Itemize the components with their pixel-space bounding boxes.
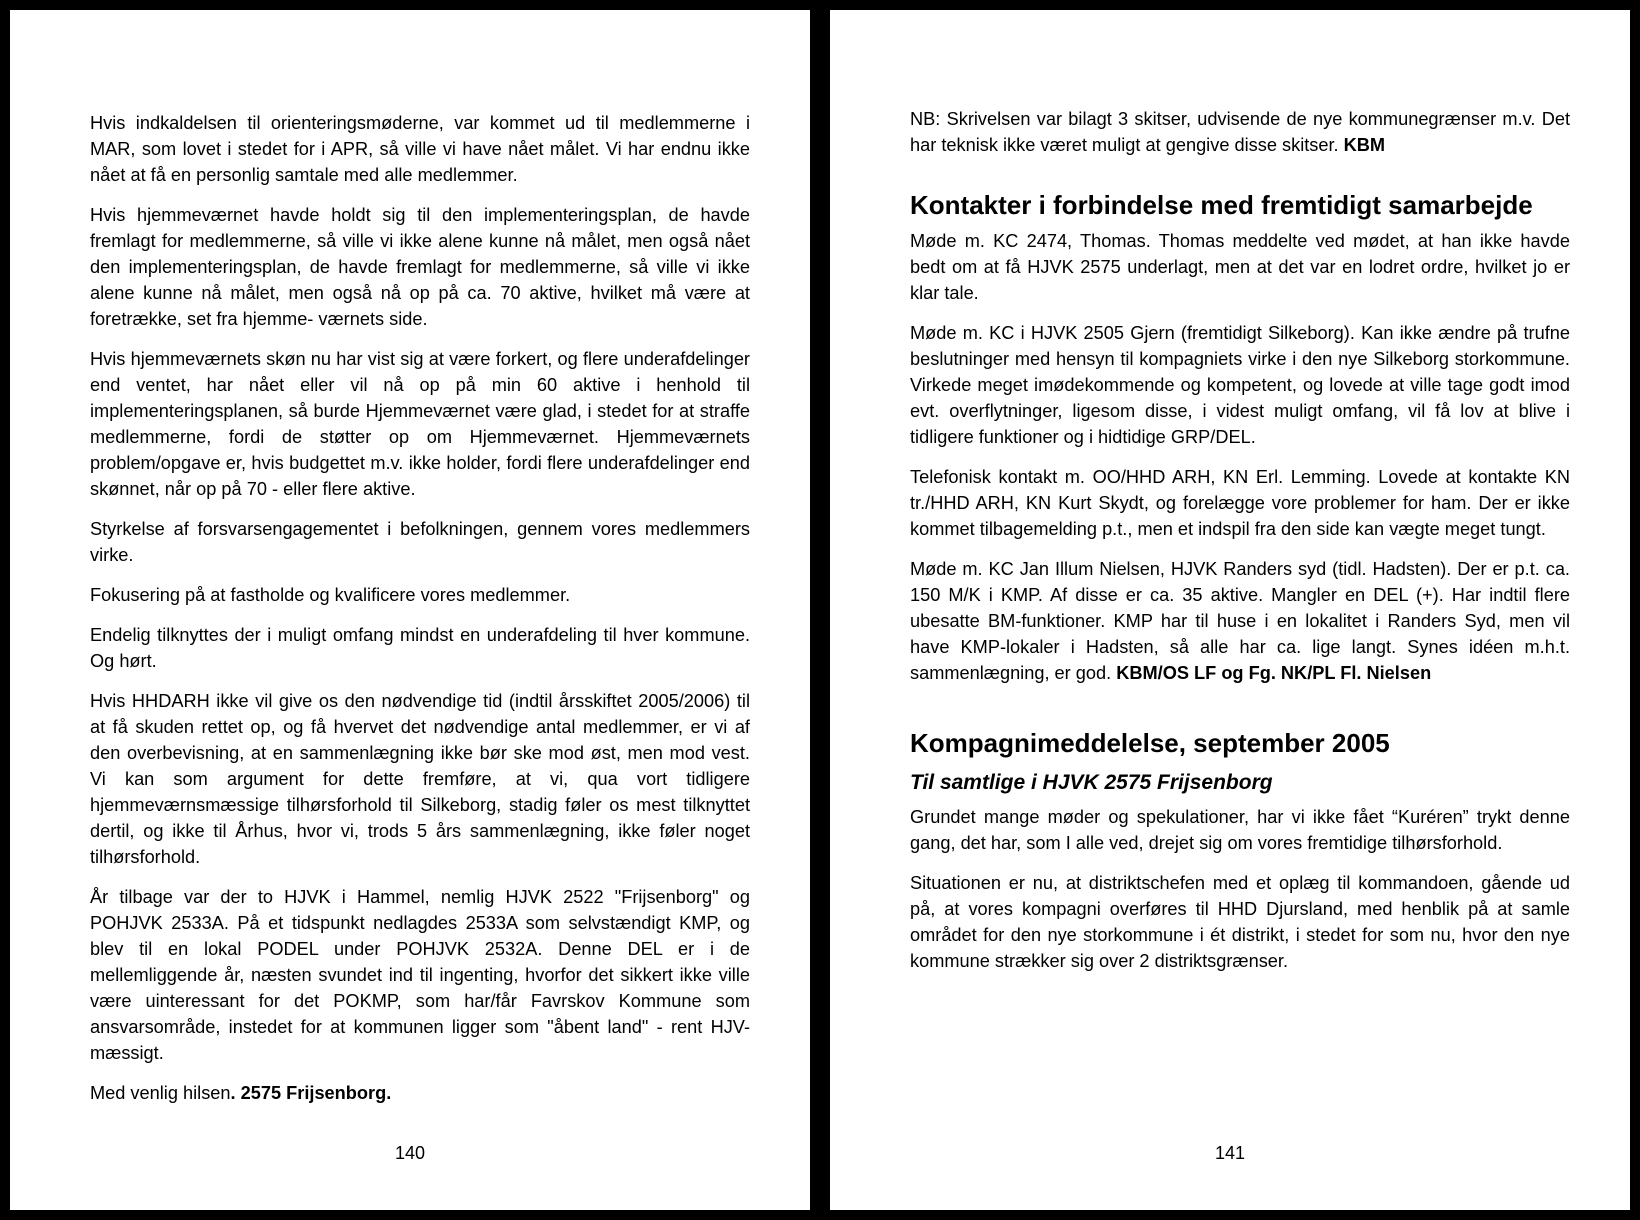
paragraph: Endelig tilknyttes der i muligt omfang mindst en underafdeling til hver kommune. Og hørt. xyxy=(90,625,750,671)
paragraph: Styrkelse af forsvarsengagementet i befolkningen, gennem vores medlemmers virke. xyxy=(90,519,750,565)
paragraph: Møde m. KC i HJVK 2505 Gjern (fremtidigt Silkeborg). Kan ikke ændre på trufne beslutninger med hensyn til kompagniets virke i den nye Silkeborg storkommune. Virkede meget imødekommende og kompetent, og lovede at ville tage godt imod evt. overflytninger, ligesom disse, i videst muligt omfang, vil få lov at blive i tidligere funktioner og i hidtidige GRP/DEL. xyxy=(910,323,1570,447)
paragraph: Fokusering på at fastholde og kvalificere vores medlemmer. xyxy=(90,585,571,605)
closing-text: Med venlig hilsen xyxy=(90,1083,231,1103)
closing-signature: . 2575 Frijsenborg. xyxy=(230,1083,392,1103)
paragraph: Grundet mange møder og spekulationer, har vi ikke fået “Kuréren” trykt denne gang, det har, som I alle ved, drejet sig om vores fremtidige tilhørsforhold. xyxy=(910,807,1570,853)
nb-signature: KBM xyxy=(1343,135,1386,155)
page-number: 140 xyxy=(394,1143,426,1163)
section-heading-notice: Kompagnimeddelelse, september 2005 xyxy=(910,728,1390,758)
nb-note xyxy=(910,106,1570,158)
page-141-content xyxy=(910,106,1570,988)
paragraph: Møde m. KC 2474, Thomas. Thomas meddelte ved mødet, at han ikke havde bedt om at få HJVK 2575 underlagt, men at det var en lodret ordre, hvilket jo er klar tale. xyxy=(910,231,1570,303)
paragraph: Hvis indkaldelsen til orienteringsmøderne, var kommet ud til medlemmerne i MAR, som lovet i stedet for i APR, så ville vi have nået målet. Vi har endnu ikke nået at få en personlig samtale med alle medlemmer. xyxy=(90,113,750,185)
page-140-content xyxy=(90,110,750,1120)
contact-signature: KBM/OS LF og Fg. NK/PL Fl. Nielsen xyxy=(1116,663,1432,683)
paragraph: Telefonisk kontakt m. OO/HHD ARH, KN Erl. Lemming. Lovede at kontakte KN tr./HHD ARH, KN Kurt Skydt, og forelægge vore problemer for ham. Der er ikke kommet tilbagemelding p.t., men et indspil fra den side kan vægte meget tungt. xyxy=(910,467,1570,539)
paragraph: År tilbage var der to HJVK i Hammel, nemlig HJVK 2522 "Frijsenborg" og POHJVK 2533A. På et tidspunkt nedlagdes 2533A som selvstændigt KMP, og blev til en lokal PODEL under POHJVK 2532A. Denne DEL er i de mellemliggende år, næsten svundet ind til ingenting, hvorfor det sikkert ikke ville være uinteressant for det POKMP, som har/får Favrskov Kommune som ansvarsområde, instedet for at kommunen ligger som "åbent land" - rent HJV-mæssigt. xyxy=(90,887,750,1063)
paragraph: Situationen er nu, at distriktschefen med et oplæg til kommandoen, gående ud på, at vores kompagni overføres til HHD Djursland, med henblik på at samle området for den nye storkommune i ét distrikt, i stedet for som nu, hvor den nye kommune strækker sig over 2 distriktsgrænser. xyxy=(910,873,1570,971)
paragraph: Hvis hjemmeværnet havde holdt sig til den implementeringsplan, de havde fremlagt for medlemmerne, så ville vi ikke alene kunne nå målet, men også nået den implementeringsplan, de havde fremlagt for medlemmerne, så ville vi ikke alene kunne nå målet, men også nå op på ca. 70 aktive, hvilket må være at foretrække, set fra hjemme- værnets side. xyxy=(90,205,750,329)
paragraph: Hvis HHDARH ikke vil give os den nødvendige tid (indtil årsskiftet 2005/2006) til at få skuden rettet op, og få hvervet det nødvendige antal medlemmer, er vi af den overbevisning, at en sammenlægning ikke bør ske mod øst, men mod vest. Vi kan som argument for dette fremføre, at vi, qua vort tidligere hjemmeværnsmæssige tilhørsforhold til Silkeborg, stadig føler os mest tilknyttet dertil, og ikke til Århus, hvor vi, trods 5 års sammenlægning, ikke føler noget tilhørsforhold. xyxy=(90,691,750,867)
nb-text: NB: Skrivelsen var bilagt 3 skitser, udvisende de nye kommunegrænser m.v. Det har teknisk ikke været muligt at gengive disse skitser. xyxy=(910,109,1570,155)
contact-text: Møde m. KC Jan Illum Nielsen, HJVK Randers syd (tidl. Hadsten). Der er p.t. ca. 150 M/K i KMP. Af disse er ca. 35 aktive. Mangler en DEL (+). Har indtil flere ubesatte BM-funktioner. KMP har til huse i en lokalitet i Randers Syd, men vil have KMP-lokaler i Hadsten, så alle har ca. lige langt. Synes idéen m.h.t. sammenlægning, er god. xyxy=(910,559,1570,683)
paragraph xyxy=(910,556,1570,686)
paragraph: Hvis hjemmeværnets skøn nu har vist sig at være forkert, og flere underafdelinger end ventet, har nået eller vil nå op på min 60 aktive i henhold til implementeringsplanen, så burde Hjemmeværnet være glad, i stedet for at straffe medlemmerne, fordi de støtter op om Hjemmeværnet. Hjemmeværnets problem/opgave er, hvis budgettet m.v. ikke holder, fordi flere underafdelinger end skønnet, når op på 70 - eller flere aktive. xyxy=(90,349,750,499)
closing-paragraph xyxy=(90,1080,750,1106)
page-140 xyxy=(10,10,810,1210)
subheading: Til samtlige i HJVK 2575 Frijsenborg xyxy=(910,771,1273,794)
page-number: 141 xyxy=(1214,1143,1246,1163)
section-heading-contacts: Kontakter i forbindelse med fremtidigt samarbejde xyxy=(910,190,1533,220)
page-141 xyxy=(830,10,1630,1210)
